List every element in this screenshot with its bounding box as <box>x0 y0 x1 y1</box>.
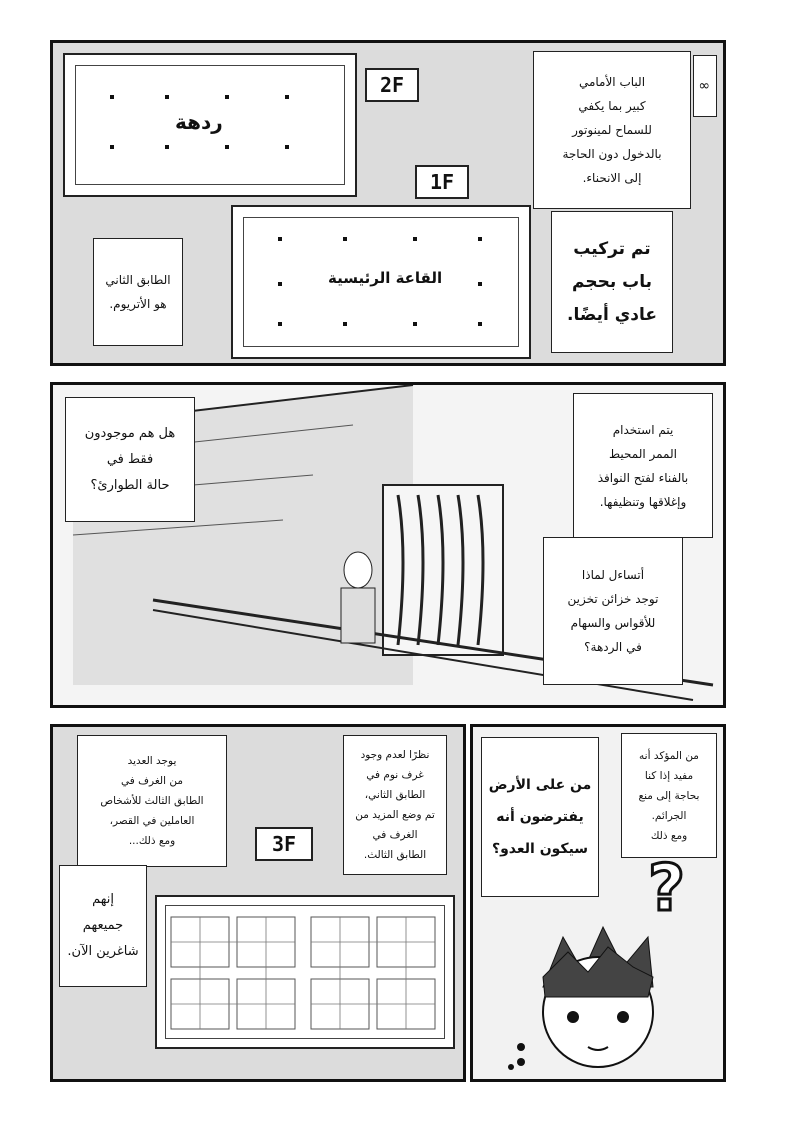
question-mark-icon: ? <box>648 852 686 926</box>
bubble-rooms: يوجد العديد من الغرف في الطابق الثالث للأشخاص العاملين في القصر، ومع ذلك... <box>77 735 227 867</box>
main-hall-label: القاعة الرئيسية <box>328 269 443 287</box>
character-illustration <box>473 917 723 1077</box>
bubble-normal-door: تم تركيب باب بحجم عادي أيضًا. <box>551 211 673 353</box>
bubble-front-door: الباب الأمامي كبير بما يكفي للسماح لمينوتور بالدخول دون الحاجة إلى الانحناء. <box>533 51 691 209</box>
floor2-tag: 2F <box>365 68 419 102</box>
floor1-tag: 1F <box>415 165 469 199</box>
hall-label: ردهة <box>175 110 223 134</box>
panel-corridor <box>50 382 726 708</box>
bubble-crime: من المؤكد أنه مفيد إذا كنا بحاجة إلى منع الجرائم. ومع ذلك <box>621 733 717 858</box>
floor3-tag: 3F <box>255 827 313 861</box>
bubble-emergency: هل هم موجودون فقط في حالة الطوارئ؟ <box>65 397 195 522</box>
panel-character <box>470 724 726 1082</box>
bubble-enemy: من على الأرض يفترضون أنه سيكون العدو؟ <box>481 737 599 897</box>
bubble-busy: إنهم جميعهم شاغرين الآن. <box>59 865 147 987</box>
panel-third-floor <box>50 724 466 1082</box>
panel-floor-plans <box>50 40 726 366</box>
floor1-plan <box>231 205 531 359</box>
bubble-storage: أتساءل لماذا توجد خزائن تخزين للأقواس والسهام في الردهة؟ <box>543 537 683 685</box>
bubble-bedrooms: نظرًا لعدم وجود غرف نوم في الطابق الثاني، تم وضع المزيد من الغرف في الطابق الثالث. <box>343 735 447 875</box>
bubble-atrium: الطابق الثاني هو الأتريوم. <box>93 238 183 346</box>
floor2-plan <box>63 53 357 197</box>
bubble-corridor: يتم استخدام الممر المحيط بالفناء لفتح النوافذ وإغلاقها وتنظيفها. <box>573 393 713 538</box>
door-icon-box: ∞ <box>693 55 717 117</box>
floor3-plan <box>155 895 455 1049</box>
